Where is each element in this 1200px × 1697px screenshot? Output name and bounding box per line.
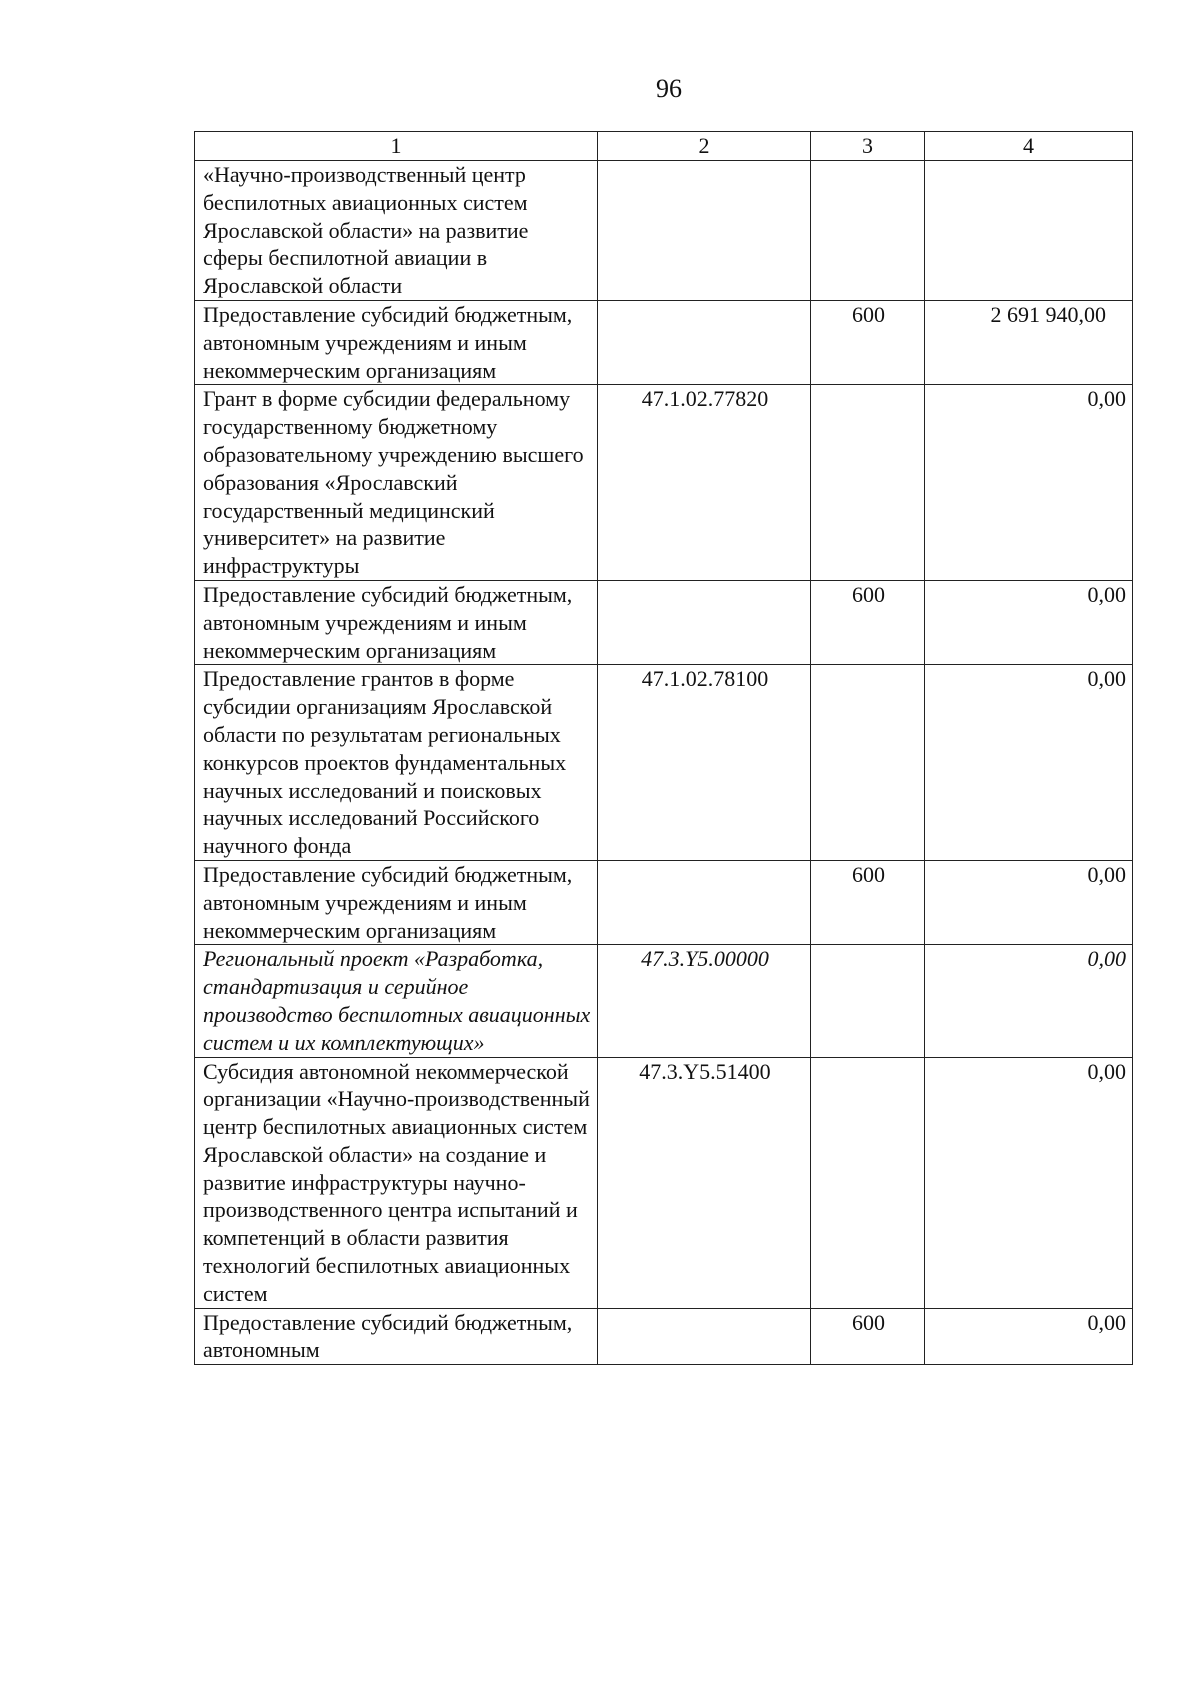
page-number: 96 [656, 74, 682, 103]
table-row [195, 161, 1133, 301]
table-row [195, 300, 1133, 384]
row-code: 47.3.Y5.00000 [598, 945, 811, 1057]
row-name: Предоставление субсидий бюджетным, автономным учреждениям и иным некоммерческим организациям [195, 860, 598, 944]
row-name: Предоставление субсидий бюджетным, автономным учреждениям и иным некоммерческим организациям [195, 580, 598, 664]
row-code [598, 1308, 811, 1365]
row-expense-type [811, 161, 925, 301]
row-name: «Научно-производственный центр беспилотных авиационных систем Ярославской области» на развитие сферы беспилотной авиации в Ярославской области [195, 161, 598, 301]
row-name: Предоставление субсидий бюджетным, автономным учреждениям и иным некоммерческим организациям [195, 300, 598, 384]
row-amount: 0,00 [925, 1057, 1133, 1308]
row-amount: 0,00 [925, 1308, 1133, 1365]
table-row [195, 1057, 1133, 1308]
row-amount [925, 161, 1133, 301]
table-row [195, 580, 1133, 664]
table-row [195, 665, 1133, 861]
table-body [195, 161, 1133, 1365]
column-header-3: 3 [811, 132, 925, 161]
row-amount: 0,00 [925, 385, 1133, 581]
row-code [598, 860, 811, 944]
budget-table [194, 131, 1133, 1365]
row-name: Предоставление субсидий бюджетным, автономным [195, 1308, 598, 1365]
table-row [195, 1308, 1133, 1365]
row-expense-type: 600 [811, 300, 925, 384]
row-expense-type [811, 385, 925, 581]
row-name: Региональный проект «Разработка, стандартизация и серийное производство беспилотных авиационных систем и их комплектующих» [195, 945, 598, 1057]
row-expense-type: 600 [811, 1308, 925, 1365]
row-amount: 2 691 940,00 [925, 300, 1133, 384]
row-name: Грант в форме субсидии федеральному государственному бюджетному образовательному учреждению высшего образования «Ярославский государственный медицинский университет» на развитие инфраструктуры [195, 385, 598, 581]
table-row [195, 385, 1133, 581]
row-name: Субсидия автономной некоммерческой организации «Научно-производственный центр беспилотных авиационных систем Ярославской области» на создание и развитие инфраструктуры научно-производственного центра испытаний и компетенций в области развития технологий беспилотных авиационных систем [195, 1057, 598, 1308]
row-code: 47.3.Y5.51400 [598, 1057, 811, 1308]
column-header-1: 1 [195, 132, 598, 161]
table-header [195, 132, 1133, 161]
table-row [195, 860, 1133, 944]
header-row [195, 132, 1133, 161]
row-code [598, 300, 811, 384]
row-expense-type [811, 1057, 925, 1308]
table-row-regional-project [195, 945, 1133, 1057]
row-code: 47.1.02.78100 [598, 665, 811, 861]
row-code [598, 580, 811, 664]
row-amount: 0,00 [925, 860, 1133, 944]
row-amount: 0,00 [925, 665, 1133, 861]
row-expense-type [811, 945, 925, 1057]
row-amount: 0,00 [925, 945, 1133, 1057]
column-header-2: 2 [598, 132, 811, 161]
row-code: 47.1.02.77820 [598, 385, 811, 581]
row-name: Предоставление грантов в форме субсидии организациям Ярославской области по результатам региональных конкурсов проектов фундаментальных научных исследований и поисковых научных исследований Российского научного фонда [195, 665, 598, 861]
row-code [598, 161, 811, 301]
row-amount: 0,00 [925, 580, 1133, 664]
row-expense-type: 600 [811, 580, 925, 664]
row-expense-type [811, 665, 925, 861]
column-header-4: 4 [925, 132, 1133, 161]
row-expense-type: 600 [811, 860, 925, 944]
